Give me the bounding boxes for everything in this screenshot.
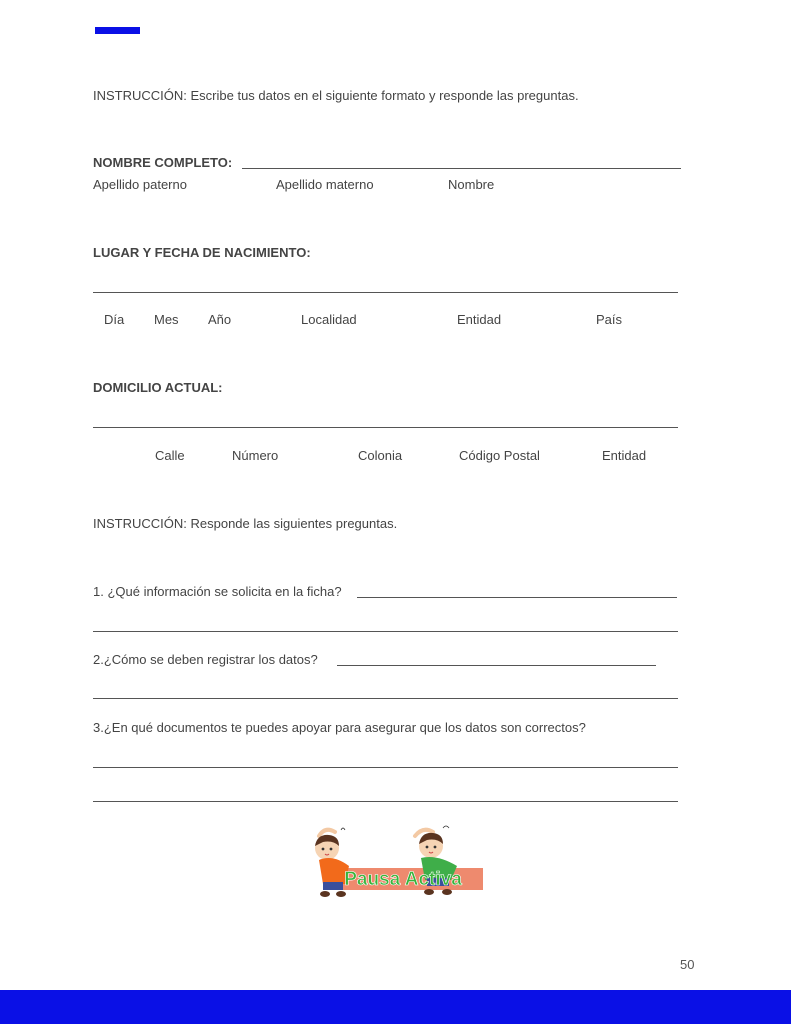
sublabel-apellido-paterno: Apellido paterno	[93, 177, 187, 192]
pausa-activa-graphic	[305, 822, 490, 902]
answer-line-3a[interactable]	[93, 767, 678, 768]
address-label: DOMICILIO ACTUAL:	[93, 380, 223, 395]
sublabel-apellido-materno: Apellido materno	[276, 177, 374, 192]
page-number: 50	[680, 957, 695, 972]
sublabel-nombre: Nombre	[448, 177, 495, 192]
sublabel-colonia: Colonia	[358, 448, 403, 463]
question-3: 3.¿En qué documentos te puedes apoyar para asegurar que los datos son correctos?	[93, 720, 586, 735]
sublabel-localidad: Localidad	[301, 312, 357, 327]
pausa-activa-illustration	[305, 822, 490, 902]
full-name-line[interactable]	[242, 168, 681, 169]
instruction-text-2: INSTRUCCIÓN: Responde las siguientes preguntas.	[93, 516, 398, 531]
answer-line-2a[interactable]	[337, 665, 656, 666]
answer-line-1b[interactable]	[93, 631, 678, 632]
birth-label: LUGAR Y FECHA DE NACIMIENTO:	[93, 245, 311, 260]
pausa-activa-text: Pausa Activa	[344, 869, 462, 890]
sublabel-calle: Calle	[155, 448, 185, 463]
instruction-text: INSTRUCCIÓN: Escribe tus datos en el siguiente formato y responde las preguntas.	[93, 88, 579, 103]
sublabel-entidad: Entidad	[457, 312, 502, 327]
sublabel-numero: Número	[232, 448, 279, 463]
birth-line[interactable]	[93, 292, 678, 293]
sublabel-mes: Mes	[154, 312, 179, 327]
sublabel-dia: Día	[104, 312, 125, 327]
sublabel-ano: Año	[208, 312, 232, 327]
header-accent-bar	[95, 27, 140, 34]
question-2: 2.¿Cómo se deben registrar los datos?	[93, 652, 318, 667]
answer-line-3b[interactable]	[93, 801, 678, 802]
full-name-label: NOMBRE COMPLETO:	[93, 155, 233, 170]
address-line[interactable]	[93, 427, 678, 428]
question-1: 1. ¿Qué información se solicita en la ficha?	[93, 584, 342, 599]
sublabel-codigo-postal: Código Postal	[459, 448, 540, 463]
sublabel-pais: País	[596, 312, 623, 327]
sublabel-entidad-domicilio: Entidad	[602, 448, 647, 463]
answer-line-2b[interactable]	[93, 698, 678, 699]
footer-accent-bar	[0, 990, 791, 1024]
answer-line-1a[interactable]	[357, 597, 677, 598]
